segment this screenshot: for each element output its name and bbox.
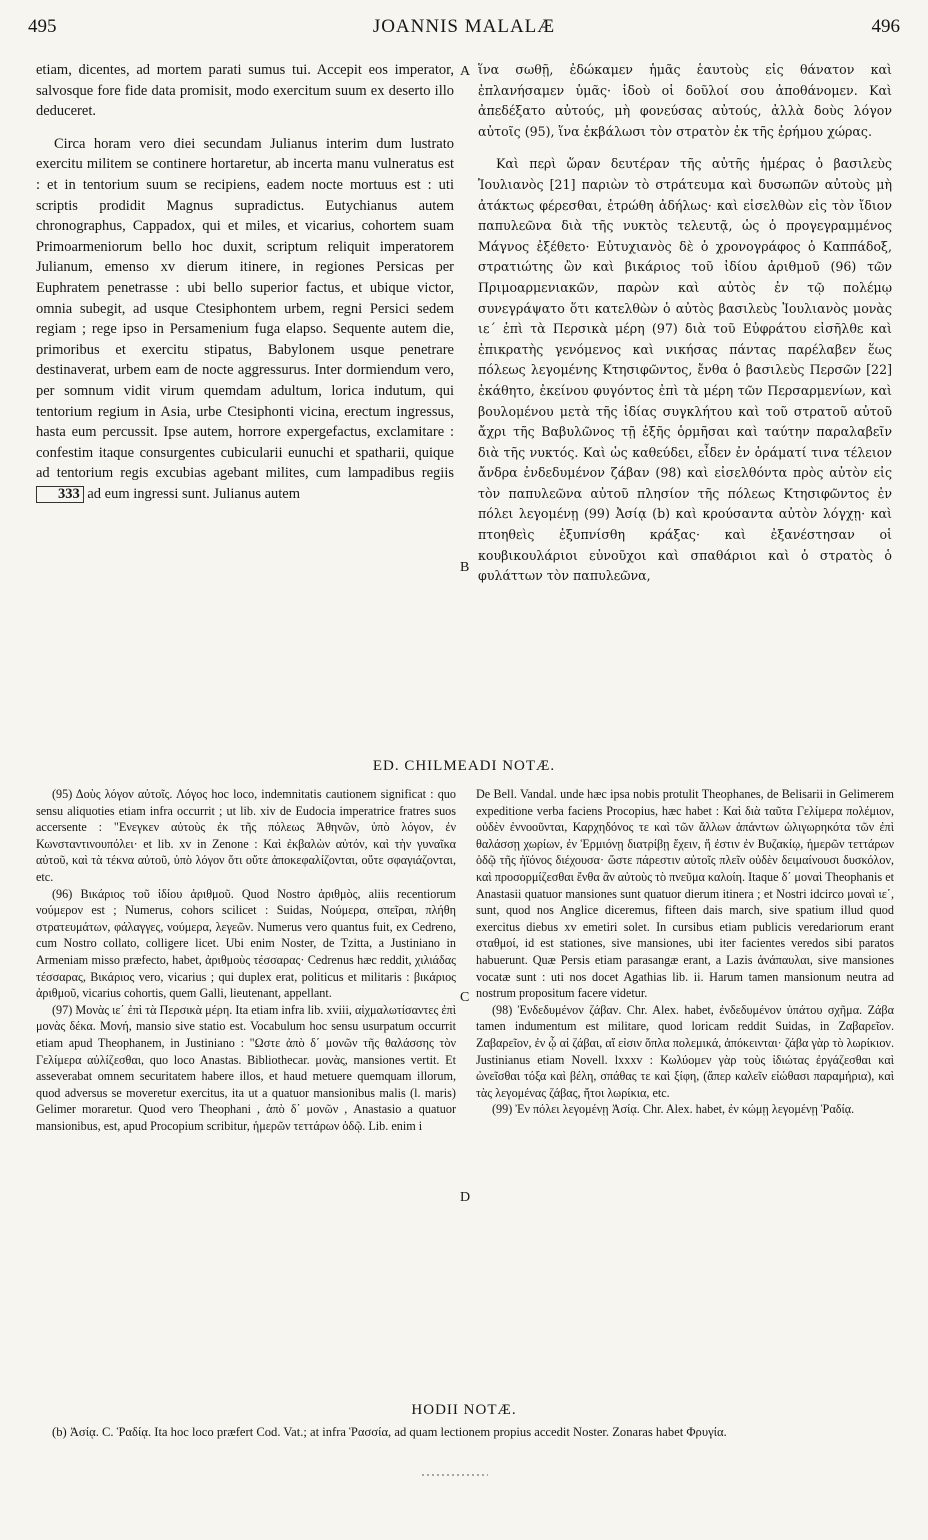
note-99: (99) Ἐν πόλει λεγομένῃ Ἀσίᾳ. Chr. Alex. habet, ἐν κώμῃ λεγομένῃ Ῥαδίᾳ. (492, 1102, 855, 1117)
running-head (22, 10, 906, 40)
notes-right-column (476, 786, 894, 1118)
note-96: (96) Βικάριος τοῦ ἰδίου ἀριθμοῦ. Quod Nostro ἀριθμὸς, aliis recentiorum νούμερον est ; Numerus, cohors scilicet : Suidas, Νούμερα, σπεῖραι, πλήθη στρατευμάτων, φάλαγγες, νούμερα, λεγεῶν. Numerus vero quantus fuit, ex Cedreno, cum Nostro collato, colligere licet. Ubi enim Noster, de Tzitta, a Justiniano in Armeniam misso præfecto, habet, ἀριθμοὺς τέσσαρας· Cedrenus hæc reddit, χιλιάδας τέσσαρας, Βικάριος vero, vicarius ; qui duplex erat, politicus et militaris : βικάριος ἀριθμοῦ, vicarius cohortis, quem Galli, lieutenant, appellant. (36, 886, 456, 1001)
latin-paragraph-2-end: ad eum ingressi sunt. Julianus autem (87, 485, 301, 502)
latin-paragraph-2 (36, 134, 454, 505)
page-number-left: 495 (28, 16, 57, 37)
running-title: JOANNIS MALALÆ (372, 16, 556, 37)
hody-notes (36, 1424, 894, 1441)
latin-paragraph-2-text: Circa horam vero diei secundam Julianus interim dum lustrato exercitu militem se continere hortaretur, ab incerta manu vulneratus est : et in tentorium suum se recipiens, eadem nocte mortuus est : uti scriptis prodidit Magnus supradictus. Eutychianus autem chronographus, Cappadox, qui et miles, et vicarius, cohortem suam Primoarmeniorum bello hoc duxit, scriptum reliquit imperatorem Julianum, emenso xv dierum itinere, in regiones Persicas per Euphratem penetrasse : ubi bello superior factus, et ubique victor, omnia subegit, ad usque Ctesiphontem urbem, regni Persici sedem regiam ; rege ipso in Persamenium fuga elapso. Sequente autem die, primoribus et exercitu stipatus, Babylonem usque penetrare destinaverat, urbem eam de nocte aggressurus. Inter dormiendum vero, per somnum vidit virum quemdam adultum, lorica indutum, qui tentorium regium in Asia, urbe Ctesiphonti vicina, erectum ingressus, hasta eum percussit. Ipse autem, horrore expergefactus, exclamitare : confestim itaque consurgentes cubicularii eunuchi et spatharii, quique ad tentorium regis excubias agebant milites, cum lampadibus regiis (36, 135, 454, 482)
note-95: (95) Δοὺς λόγον αὐτοῖς. Λόγος hoc loco, indemnitatis cautionem significat : quo sensu aliquoties etiam infra occurrit ; ut lib. xiv de Eudocia imperatrice fratres suos accersente : "Ενεγκεν αὐτοὺς ἐκ τῆς πόλεως Ἀθηνῶν, ὑπὸ λόγον, ἐν Κωνσταντινουπόλει· et lib. xv in Zenone : Καὶ ἐκβαλὼν αὐτόν, καὶ τὴν γυναῖκα αὐτοῦ, καὶ τὰ τέκνα αὐτοῦ, ὑπὸ λόγον ὅτι οὔτε ἀποκεφαλίζονται, οὔτε σφαγιάζονται, etc. (36, 787, 456, 884)
hody-notes-heading: HODII NOTÆ. (411, 1402, 517, 1418)
note-97-continued: De Bell. Vandal. unde hæc ipsa nobis protulit Theophanes, de Belisarii in Gelimerem expeditione verba faciens Procopius, hæc habet : Καὶ διὰ ταῦτα Γελίμερα πολέμιον, οὐδὲν ἐννοοῦνται, Καρχηδόνος τε καὶ τῶν ἄλλων ἁπάντων ὡλιγωρηκότα τῶν ἐπὶ θαλάσσῃ χωρίων, ἐν Ἑρμιόνῃ διατρίβῃ ἔχειν, ἥ ἐστιν ἐν Βυζακίῳ, ἡμερῶν τεττάρων ὁδῷ τῆς ἠϊόνος διέχουσα· ὥστε πάρεστιν αὐτοῖς πλεῖν οὐδὲν δειμαίνουσι δυσκόλον, καὶ προσορμίζεσθαι ἔνθα ἂν αὐτοὺς τὸ πνεῦμα καλοίη. Itaque δ΄ μοναὶ Theophanis et Anastasii quatuor mansiones sunt quatuor dierum itinera ; et Nostri idcirco μοναὶ ιε΄, sunt, quod nos Anglice diceremus, fifteen dais march, sive spatium illud quod exercitus diebus xv emetiri solet. In cursibus etiam publicis veredariorum erant σταθμοί, id est stationes, sive mansiones, ubi iter facientes veredos sibi paratos habuerunt. Quæ Persis etiam parasangæ erant, a Lazis ἀνάπαυλαι, sive mansiones vocatæ sunt : uti nos docet Agathias lib. ii. Harum tamen mansionum neutra ad nostrum propositum facere videtur. (476, 787, 894, 1001)
greek-paragraph-1: ἵνα σωθῇ, ἐδώκαμεν ἡμᾶς ἑαυτοὺς εἰς θάνατον καὶ ἐπλανήσαμεν ὑμᾶς· ἰδοὺ οἱ δοῦλοί σου ἀποθάνομεν. Καὶ ἀπεδέξατο αὐτούς, μὴ φονεύσας αὐτούς, ἀλλὰ δοὺς λόγον αὐτοῖς (95), ἵνα ἐκβάλωσι τὸν στρατὸν ἐκ τῆς ἐρήμου χώρας. (478, 62, 892, 139)
margin-letter-c: C (460, 990, 470, 1005)
note-98: (98) Ἐνδεδυμένον ζάβαν. Chr. Alex. habet, ἐνδεδυμένον ὑπάτου σχῆμα. Ζάβα tamen indumentum est militare, quod loricam reddit Suidas, in Ζαβαρεῖον. Ζαβαρεῖον, ἐν ᾧ αἱ ζάβαι, αἵ εἰσιν ὅπλα πολεμικά, ἀπόκεινται· ζάβα γὰρ τὸ λωρίκιον. Justinianus etiam Novell. lxxxv : Κωλύομεν γὰρ τοὺς ἰδιώτας ἐργάζεσθαι καὶ ὠνεῖσθαι τόξα καὶ βέλη, σπάθας τε καὶ ξίφη, (ἅπερ καλεῖν εἰώθασι παραμήρια), καὶ τὰς λεγομένας ζάβας, ἤτοι λωρίκια, etc. (476, 1002, 894, 1100)
page-number-right: 496 (871, 16, 900, 37)
greek-column (478, 60, 892, 587)
margin-letter-a: A (460, 64, 471, 79)
margin-letter-d: D (460, 1190, 471, 1205)
margin-letter-b: B (460, 560, 470, 575)
latin-paragraph-1: etiam, dicentes, ad mortem parati sumus tui. Accepit eos imperator, salvosque fore fide data promisit, modo exercitum suum ex deserto illo deduceret. (36, 62, 454, 120)
ornament-rule (420, 1472, 490, 1478)
notes-left-column (36, 786, 456, 1134)
hody-note-b: (b) Ἀσίᾳ. C. Ῥαδίᾳ. Ita hoc loco præfert Cod. Vat.; at infra Ῥασσία, ad quam lectionem propius accedit Noster. Zonaras habet Φρυγία. (52, 1425, 727, 1439)
note-97: (97) Μονὰς ιε΄ ἐπὶ τὰ Περσικὰ μέρη. Ita etiam infra lib. xviii, αἰχμαλωτίσαντες ἐπὶ μονὰς δέκα. Μονή, mansio sive statio est. Vocabulum hoc sensu usurpatum occurrit etiam apud Theophanem, in Justiniano : "Ωστε ἀπὸ δ΄ μονῶν τῆς θαλάσσης τὸν Γελίμερα αὐλίζεσθαι, quo loco Anastas. Bibliothecar. μονὰς, mansiones vertit. Et asseverabat omnem securitatem habere illos, et haud metuere quemquam illorum, quod adversus se moveretur exercitus, ita ut a quatuor mansionibus malis (l. maris) Gelimer moraretur. Quod vero Theophani , ἀπὸ δ΄ μονῶν , Anastasio a quatuor mansionibus, est, apud Procopium scribitur, ἡμερῶν τεττάρων ὁδῷ. Lib. enim i (36, 1002, 456, 1133)
latin-column (36, 60, 454, 504)
notes-heading: ED. CHILMEADI NOTÆ. (372, 758, 556, 774)
greek-paragraph-2: Καὶ περὶ ὥραν δευτέραν τῆς αὐτῆς ἡμέρας ὁ βασιλεὺς Ἰουλιανὸς [21] παριὼν τὸ στράτευμα καὶ δυσωπῶν αὐτοὺς μὴ ἀτάκτως φέρεσθαι, ἐτρώθη ἀδήλως· καὶ εἰσελθὼν εἰς τὸν ἴδιον παπυλεῶνα διὰ τῆς νυκτὸς τελευτᾷ, ὡς ὁ προγεγραμμένος Μάγνος ἐξέθετο· Εὐτυχιανὸς δὲ ὁ χρονογράφος ὁ Καππάδοξ, στρατιώτης ὢν καὶ βικάριος τοῦ ἰδίου ἀριθμοῦ (96) τῶν Πριμοαρμενιακῶν, παρὼν καὶ αὐτὸς ἐν τῷ πολέμῳ συνεγράψατο ὅτι κατελθὼν ὁ αὐτὸς βασιλεὺς Ἰουλιανὸς μονὰς ιε΄ ἐπὶ τὰ Περσικὰ μέρη (97) διὰ τοῦ Εὐφράτου εἰσῆλθε καὶ ἐπικρατὴς γενόμενος καὶ νικήσας πάντας παρέλαβεν ἕως πόλεως λεγομένης Κτησιφῶντος, ἔνθα ὁ βασιλεὺς Περσῶν [22] ἐκάθητο, ἐκείνου φυγόντος ἐπὶ τὰ μέρη τῶν Περσαρμενίων, καὶ βουλομένου μετὰ τῆς ἰδίας συγκλήτου καὶ τοῦ στρατοῦ αὐτοῦ ἄχρι τῆς Βαβυλῶνος τῇ ἑξῆς ὁρμῆσαι καὶ ταύτην παραλαβεῖν διὰ τῆς νυκτός. Καὶ ὡς καθεύδει, εἶδεν ἐν ὁράματί τινα τέλειον ἄνδρα ἐνδεδυμένον ζάβαν (98) καὶ εἰσελθόντα πρὸς αὐτὸν εἰς τὸν παπυλεῶνα αὐτοῦ πλησίον τῆς πόλεως Κτησιφῶντος ἐν πόλει λεγομένῃ (99) Ἀσίᾳ (b) καὶ κρούσαντα αὐτὸν λόγχῃ· καὶ πτοηθεὶς ἐξυπνίσθη κράξας· καὶ ἐξανέστησαν οἱ κουβικουλάριοι εὐνοῦχοι καὶ σπαθάριοι καὶ ὁ στρατὸς ὁ φυλάττων τὸν παπυλεῶνα, (478, 156, 892, 584)
folio-number: 333 (36, 486, 84, 503)
